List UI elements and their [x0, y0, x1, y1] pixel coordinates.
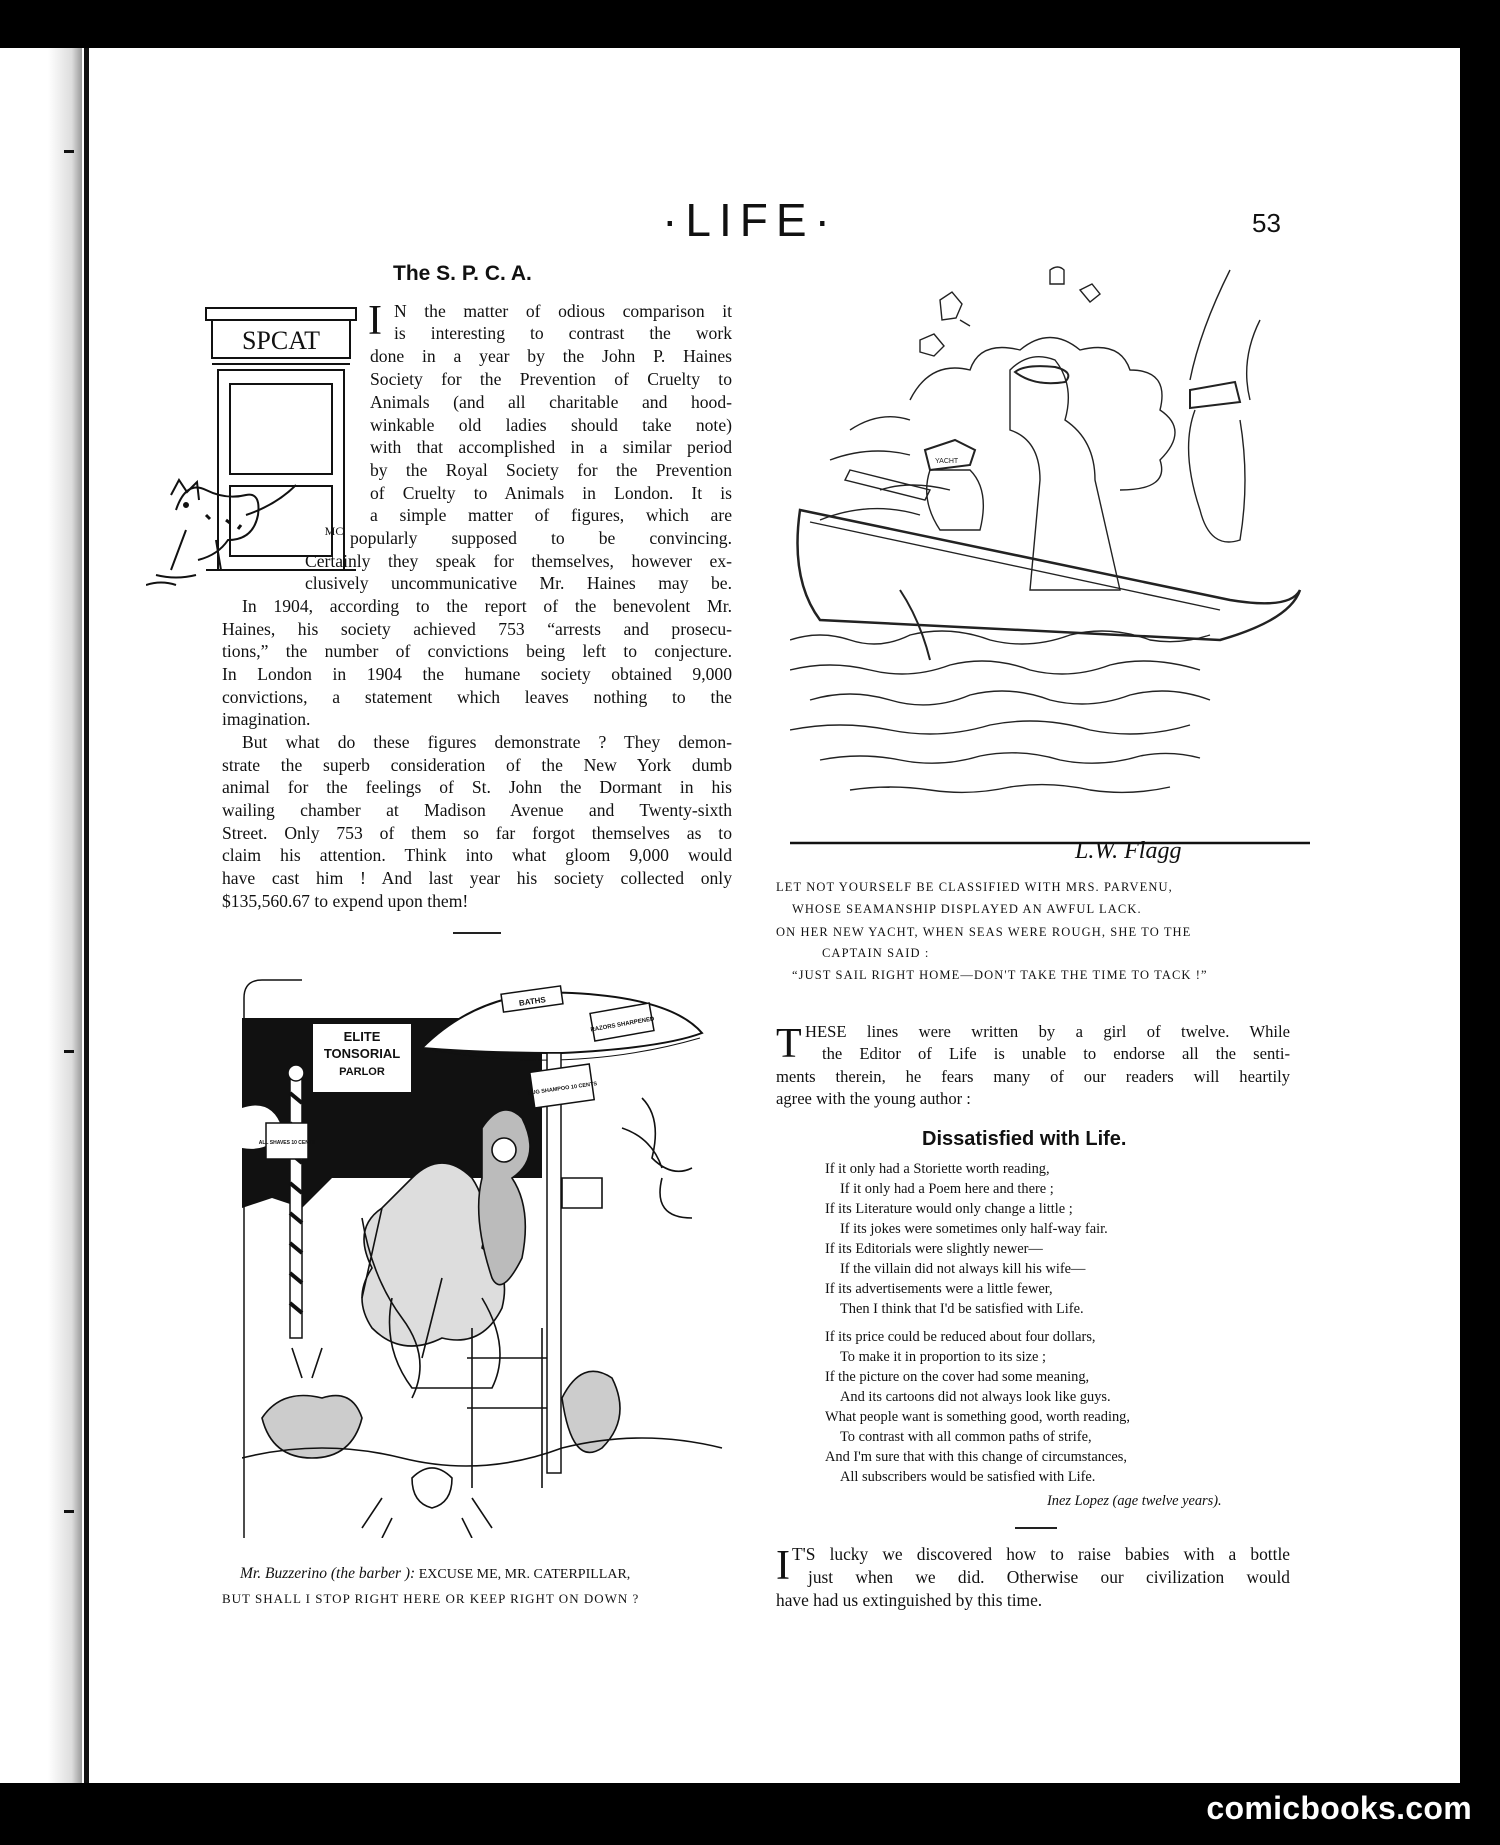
spca-line: strate the superb consideration of the New York dumb	[222, 755, 732, 775]
spca-line: clusively uncommunicative Mr. Haines may be.	[305, 573, 732, 593]
spca-line: claim his attention. Think into what gloom 9,000 would	[222, 845, 732, 865]
caption-speech: EXCUSE ME, MR. CATERPILLAR,	[415, 1567, 631, 1582]
spca-line: tions,” the number of convictions being left to conjecture.	[222, 641, 732, 661]
masthead-title: ·LIFE·	[662, 194, 838, 246]
sign-baths: BATHS	[518, 995, 547, 1008]
spca-line: imagination.	[222, 709, 311, 729]
spca-line: with that accomplished in a similar period	[370, 437, 732, 457]
caption-speaker: Mr. Buzzerino (the barber ):	[240, 1565, 416, 1582]
section-divider	[453, 932, 501, 934]
closing-drop-cap: I	[776, 1543, 790, 1589]
spine-mark	[64, 1050, 74, 1053]
spca-line: N the matter of odious comparison it	[394, 301, 732, 321]
page-number: 53	[1252, 208, 1281, 238]
poem-title: Dissatisfied with Life.	[922, 1128, 1127, 1150]
spca-line: Animals (and all charitable and hood-	[370, 392, 732, 412]
spca-line: Society for the Prevention of Cruelty to	[370, 369, 732, 389]
spca-line: is interesting to contrast the work	[394, 323, 732, 343]
spca-line: have cast him ! And last year his society collected only	[222, 868, 732, 888]
intro-line: agree with the young author :	[776, 1089, 971, 1108]
caption-line: “JUST SAIL RIGHT HOME—DON'T TAKE THE TIME TO TACK !”	[792, 968, 1208, 982]
spine-mark	[64, 1510, 74, 1513]
poem-line: To make it in proportion to its size ;	[840, 1349, 1047, 1365]
caption-line: LET NOT YOURSELF BE CLASSIFIED WITH MRS. PARVENU,	[776, 880, 1173, 894]
poem-line: What people want is something good, worth reading,	[825, 1409, 1130, 1425]
caption-line: WHOSE SEAMANSHIP DISPLAYED AN AWFUL LACK.	[792, 902, 1142, 916]
poem-line: To contrast with all common paths of strife,	[840, 1429, 1092, 1445]
poem-line: If its jokes were sometimes only half-way fair.	[840, 1221, 1108, 1237]
spca-line: But what do these figures demonstrate ? They demon-	[242, 732, 732, 752]
intro-line: ments therein, he fears many of our readers will heartily	[776, 1067, 1290, 1086]
page-border	[84, 48, 89, 1783]
poem-line: If its Literature would only change a little ;	[825, 1201, 1073, 1217]
sign-elite: ELITE	[343, 1029, 381, 1044]
spca-line: Haines, his society achieved 753 “arrests and prosecu-	[222, 619, 732, 639]
artist-initials: MC	[324, 524, 344, 538]
poem-author: Inez Lopez (age twelve years).	[1047, 1493, 1222, 1509]
intro-line: HESE lines were written by a girl of twelve. While	[805, 1022, 1290, 1041]
intro-drop-cap: T	[776, 1021, 802, 1067]
spca-line: of Cruelty to Animals in London. It is	[370, 483, 732, 503]
poem-line: If its Editorials were slightly newer—	[825, 1241, 1043, 1257]
sign-razors: RAZORS SHARPENED	[590, 1016, 655, 1034]
closing-line: have had us extinguished by this time.	[776, 1590, 1043, 1610]
closing-line: T'S lucky we discovered how to raise babies with a bottle	[792, 1544, 1290, 1564]
poem-line: Then I think that I'd be satisfied with Life.	[840, 1301, 1084, 1317]
spca-line: convictions, a statement which leaves nothing to the	[222, 687, 732, 707]
caption-line: CAPTAIN SAID :	[822, 946, 930, 960]
artist-signature: L.W. Flagg	[1075, 838, 1182, 864]
poem-line: And its cartoons did not always look like guys.	[840, 1389, 1111, 1405]
article-title: The S. P. C. A.	[393, 262, 532, 285]
spca-line: by the Royal Society for the Prevention	[370, 460, 732, 480]
spca-line: done in a year by the John P. Haines	[370, 346, 732, 366]
sign-shampoo: BUG SHAMPOO 10 CENTS	[527, 1081, 598, 1097]
poem-line: If its price could be reduced about four dollars,	[825, 1329, 1096, 1345]
spca-drop-cap: I	[368, 298, 382, 344]
sign-tonsorial: TONSORIAL	[323, 1046, 401, 1061]
poem-line: If its advertisements were a little fewer,	[825, 1281, 1053, 1297]
poem-line: And I'm sure that with this change of circumstances,	[825, 1449, 1127, 1465]
sign-shaves: ALL SHAVES 10 CENTS	[258, 1140, 316, 1146]
caption-line: ON HER NEW YACHT, WHEN SEAS WERE ROUGH, SHE TO THE	[776, 925, 1192, 939]
section-divider	[1015, 1527, 1057, 1529]
spca-line: wailing chamber at Madison Avenue and Twenty-sixth	[222, 800, 732, 820]
barber-caption-line-2: BUT SHALL I STOP RIGHT HERE OR KEEP RIGHT ON DOWN ?	[222, 1591, 640, 1606]
spca-line: winkable old ladies should take note)	[370, 415, 732, 435]
poem-line: If it only had a Storiette worth reading,	[825, 1161, 1050, 1177]
spine-mark	[64, 150, 74, 153]
poem-line: If the villain did not always kill his wife—	[840, 1261, 1086, 1277]
spca-line: $135,560.67 to expend upon them!	[222, 891, 469, 911]
watermark-text: comicbooks.com	[1206, 1790, 1472, 1826]
intro-line: the Editor of Life is unable to endorse all the senti-	[822, 1044, 1290, 1063]
poem-line: If it only had a Poem here and there ;	[840, 1181, 1054, 1197]
spca-line: In London in 1904 the humane society obtained 9,000	[222, 664, 732, 684]
captain-cap-label: YACHT	[935, 458, 959, 465]
closing-line: just when we did. Otherwise our civilization would	[808, 1567, 1290, 1587]
barber-cartoon-illustration	[242, 978, 726, 1538]
barber-caption-line-1	[240, 1565, 630, 1583]
spca-line: Street. Only 753 of them so far forgot themselves as to	[222, 823, 732, 843]
spca-line: In 1904, according to the report of the benevolent Mr.	[242, 596, 732, 616]
spca-door-cat-illustration	[146, 300, 376, 590]
yacht-cartoon-illustration	[790, 260, 1310, 846]
poem-line: All subscribers would be satisfied with Life.	[840, 1469, 1096, 1485]
spca-sign-text: SPCAT	[241, 326, 321, 355]
spca-line: Certainly they speak for themselves, however ex-	[305, 551, 732, 571]
spca-line: animal for the feelings of St. John the Dormant in his	[222, 777, 732, 797]
gutter-shadow	[48, 48, 82, 1783]
poem-line: If the picture on the cover had some meaning,	[825, 1369, 1090, 1385]
spca-line: popularly supposed to be convincing.	[350, 528, 732, 548]
spca-line: a simple matter of figures, which are	[370, 505, 732, 525]
sign-parlor: PARLOR	[339, 1066, 385, 1078]
